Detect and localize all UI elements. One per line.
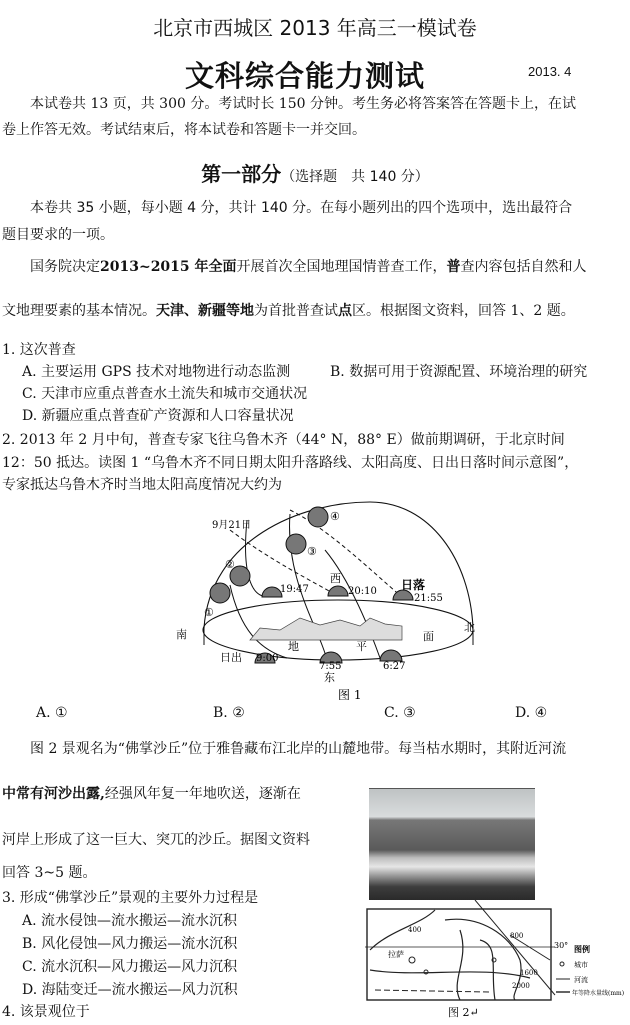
- ground-label-3: 面: [423, 630, 434, 643]
- text: 区。根据图文资料，回答 1、2 题。: [352, 303, 575, 319]
- passage2-line1: 图 2 景观名为“佛掌沙丘”位于雅鲁藏布江北岸的山麓地带。每当枯水期时，其附近河流: [30, 741, 567, 757]
- sunset-time-2: 20:10: [348, 586, 377, 597]
- legend-title: 图例: [574, 944, 590, 954]
- text: 为首批普查试: [254, 303, 338, 319]
- latitude-label: 30°: [554, 941, 569, 950]
- text: 开展首次全国地理国情普查工作，: [236, 259, 447, 275]
- sunset-time-3: 21:55: [414, 593, 443, 604]
- q3-option-d[interactable]: D. 海陆变迁—流水搬运—风力沉积: [22, 982, 238, 998]
- west-label: 西: [330, 572, 341, 585]
- q2-line1: 2. 2013 年 2 月中旬，普查专家飞往乌鲁木齐（44° N，88° E）做前期调研，于北京时间: [2, 432, 565, 448]
- exam-subtitle: 文科综合能力测试: [185, 59, 426, 93]
- q1-option-b[interactable]: B. 数据可用于资源配置、环境治理的研究: [330, 364, 588, 380]
- figure-1-caption: 图 1: [338, 688, 362, 700]
- bold-text: 天津、新疆等地: [156, 303, 254, 319]
- bold-text: 中常有河沙出露,: [2, 786, 105, 802]
- q2-option-c[interactable]: C. ③: [384, 705, 416, 721]
- sunrise-time-3: 6:27: [383, 661, 406, 672]
- legend-river: 河流: [574, 976, 588, 984]
- legend-isohyet: 年等降水量线(mm): [572, 990, 625, 997]
- passage2-line3: 河岸上形成了这一巨大、突兀的沙丘。据图文资料: [2, 832, 310, 848]
- marker-4: ④: [330, 510, 340, 523]
- passage1-line2: [2, 300, 575, 322]
- q2-option-a[interactable]: A. ①: [36, 705, 68, 721]
- bold-text: 普: [446, 259, 461, 275]
- text: 经强风年复一年地吹送，逐渐在: [104, 786, 301, 802]
- q3-stem: 3. 形成“佛掌沙丘”景观的主要外力过程是: [2, 890, 259, 906]
- sunset-label: 日落: [401, 578, 426, 592]
- q2-option-d[interactable]: D. ④: [515, 705, 548, 721]
- exam-date: 2013. 4: [528, 64, 572, 79]
- exam-title: 北京市西城区 2013 年高三一模试卷: [153, 16, 477, 40]
- east-label: 东: [324, 671, 335, 684]
- ground-label-2: 平: [356, 640, 367, 653]
- marker-1: ①: [204, 606, 214, 619]
- instructions-line1: 本试卷共 13 页，共 300 分。考试时长 150 分钟。考生务必将答案答在答题卡上，在试: [30, 96, 576, 112]
- figure-2-sand-dune-photo: [369, 788, 535, 900]
- bold-text: 点: [338, 303, 352, 319]
- q4-stem: 4. 该景观位于: [2, 1004, 90, 1020]
- text: 查内容包括自然和人: [460, 259, 587, 275]
- q2-line2: 12：50 抵达。读图 1 “乌鲁木齐不同日期太阳升落路线、太阳高度、日出日落时间示意图”，: [2, 455, 579, 471]
- passage2-line2: [2, 783, 301, 805]
- marker-2: ②: [225, 558, 235, 571]
- passage1-line1: [30, 256, 587, 278]
- legend-city: 城市: [574, 961, 588, 969]
- text: 文地理要素的基本情况。: [2, 303, 156, 319]
- q1-stem: 1. 这次普查: [2, 342, 76, 358]
- q1-option-a[interactable]: A. 主要运用 GPS 技术对地物进行动态监测: [22, 364, 291, 380]
- contour-400: 400: [408, 926, 422, 934]
- q2-option-b[interactable]: B. ②: [213, 705, 245, 721]
- text: 国务院决定: [30, 259, 100, 275]
- figure-2-caption: 图 2↵: [448, 1006, 479, 1019]
- figure-2-map: [360, 900, 630, 1021]
- section-desc-line2: 题目要求的一项。: [2, 227, 114, 243]
- sunrise-label: 日出: [220, 651, 242, 664]
- contour-2000: 2000: [512, 982, 530, 990]
- q1-option-d[interactable]: D. 新疆应重点普查矿产资源和人口容量状况: [22, 408, 294, 424]
- section-heading: [0, 158, 630, 187]
- q3-option-c[interactable]: C. 流水沉积—风力搬运—风力沉积: [22, 959, 238, 975]
- q2-line3: 专家抵达乌鲁木齐时当地太阳高度情况大约为: [2, 477, 282, 493]
- south-label: 南: [176, 628, 187, 641]
- section-desc-line1: 本卷共 35 小题，每小题 4 分，共计 140 分。在每小题列出的四个选项中，选出最符合: [30, 200, 573, 216]
- north-label: 北: [464, 621, 475, 634]
- contour-1600: 1600: [520, 969, 538, 977]
- marker-3: ③: [307, 545, 317, 558]
- section-note: （选择题 共 140 分）: [281, 169, 429, 185]
- city-label: 拉萨: [388, 950, 404, 959]
- q3-option-b[interactable]: B. 风化侵蚀—风力搬运—流水沉积: [22, 936, 238, 952]
- bold-text: 2013~2015 年全面: [100, 259, 237, 275]
- sunset-time-1: 19:47: [280, 584, 309, 595]
- q3-option-a[interactable]: A. 流水侵蚀—流水搬运—流水沉积: [22, 913, 238, 929]
- sunrise-time-1: 9:00: [256, 653, 279, 664]
- figure-1-sun-path-diagram: [170, 500, 490, 700]
- date-label: 9月21日: [212, 520, 252, 531]
- passage2-line4: 回答 3~5 题。: [2, 865, 97, 881]
- instructions-line2: 卷上作答无效。考试结束后，将本试卷和答题卡一并交回。: [2, 122, 366, 138]
- section-title: 第一部分: [201, 162, 282, 186]
- q1-option-c[interactable]: C. 天津市应重点普查水土流失和城市交通状况: [22, 386, 308, 402]
- contour-800: 800: [510, 932, 524, 940]
- sunrise-time-2: 7:55: [319, 661, 342, 672]
- ground-label-1: 地: [288, 640, 299, 653]
